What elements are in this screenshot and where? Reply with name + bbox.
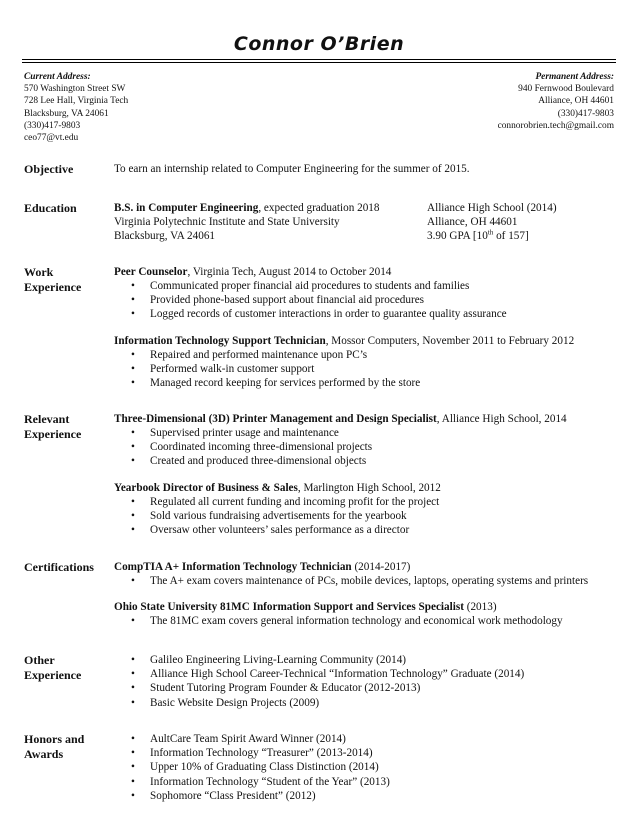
permanent-address-email[interactable]: connorobrien.tech@gmail.com <box>497 120 614 131</box>
list-item: • Basic Website Design Projects (2009) <box>114 696 614 710</box>
list-item: • Managed record keeping for services performed by the store <box>114 376 614 390</box>
permanent-address-line: 940 Fernwood Boulevard <box>518 84 614 95</box>
relevant-experience-content <box>114 412 614 537</box>
resume-name: Connor O’Brien <box>233 33 405 55</box>
certification-dates: (2014-2017) <box>351 561 411 573</box>
job-details: , Mossor Computers, November 2011 to February 2012 <box>325 334 575 347</box>
education-label: Education <box>24 201 77 215</box>
list-item: • Upper 10% of Graduating Class Distinction (2014) <box>114 760 614 774</box>
gpa-prefix: 3.90 GPA [10 <box>427 230 488 242</box>
honors-bullets <box>114 732 614 803</box>
certification-title: CompTIA A+ Information Technology Technician <box>114 561 352 573</box>
current-address-phone: (330)417-9803 <box>24 120 81 131</box>
job-details: , Virginia Tech, August 2014 to October 2014 <box>187 266 392 278</box>
permanent-address-heading: Permanent Address: <box>535 72 614 82</box>
certifications-label: Certifications <box>24 560 94 574</box>
job-heading <box>114 265 614 279</box>
objective-text: To earn an internship related to Computer Engineering for the summer of 2015. <box>114 163 470 175</box>
list-item: • Student Tutoring Program Founder & Educator (2012-2013) <box>114 681 614 695</box>
current-address-line: Blacksburg, VA 24061 <box>24 108 109 119</box>
list-item: • Coordinated incoming three-dimensional projects <box>114 440 614 454</box>
list-item: • Information Technology “Student of the Year” (2013) <box>114 775 614 789</box>
honors-awards-content <box>114 732 614 803</box>
current-address-email[interactable]: ceo77@vt.edu <box>24 133 79 144</box>
college-name: Virginia Polytechnic Institute and State University <box>114 216 340 228</box>
certification-bullets <box>114 574 614 588</box>
college-location: Blacksburg, VA 24061 <box>114 230 216 242</box>
current-address-line: 570 Washington Street SW <box>24 84 126 95</box>
list-item: • Created and produced three-dimensional objects <box>114 454 614 468</box>
certification-dates: (2013) <box>463 601 497 614</box>
honors-label-line1: Honors and <box>24 732 85 746</box>
job-bullets <box>114 279 614 322</box>
job-title: Yearbook Director of Business & Sales <box>114 481 298 494</box>
high-school-location: Alliance, OH 44601 <box>427 216 518 228</box>
header-rule-thick <box>22 59 616 60</box>
other-bullets <box>114 653 614 710</box>
gpa-superscript: th <box>487 228 494 237</box>
work-experience-content <box>114 265 614 390</box>
list-item: • Repaired and performed maintenance upon PC’s <box>114 348 614 362</box>
permanent-address-line: Alliance, OH 44601 <box>538 96 614 107</box>
relevant-label-line2: Experience <box>24 427 82 441</box>
education-content <box>114 201 614 243</box>
job-heading <box>114 334 614 348</box>
certifications-content <box>114 560 614 628</box>
header-rule-thin <box>22 62 616 63</box>
certification-title: Ohio State University 81MC Information Support and Services Specialist <box>114 601 464 614</box>
high-school-gpa <box>427 229 557 243</box>
job-bullets <box>114 426 614 469</box>
relevant-experience-label <box>24 412 109 442</box>
list-item: • Regulated all current funding and incoming profit for the project <box>114 495 614 509</box>
other-experience-content <box>114 653 614 710</box>
certification-heading <box>114 560 614 574</box>
list-item: • Logged records of customer interactions in order to guarantee quality assurance <box>114 307 614 321</box>
certification-bullets <box>114 614 614 628</box>
current-address-line: 728 Lee Hall, Virginia Tech <box>24 96 129 107</box>
gpa-suffix: of 157] <box>493 230 529 242</box>
job-title: Information Technology Support Technician <box>114 334 326 347</box>
list-item: • Oversaw other volunteers’ sales performance as a director <box>114 523 614 537</box>
list-item: • Sold various fundraising advertisements for the yearbook <box>114 509 614 523</box>
list-item: • Communicated proper financial aid procedures to students and families <box>114 279 614 293</box>
job-heading <box>114 481 614 495</box>
job-details: , Alliance High School, 2014 <box>436 413 567 425</box>
list-item: • The 81MC exam covers general information technology and economical work methodology <box>114 614 614 628</box>
high-school-name: Alliance High School (2014) <box>427 202 557 214</box>
honors-awards-label <box>24 732 109 762</box>
work-label-line2: Experience <box>24 280 82 294</box>
high-school-block <box>427 201 557 243</box>
job-details: , Marlington High School, 2012 <box>297 481 441 494</box>
list-item: • Alliance High School Career-Technical “Information Technology” Graduate (2014) <box>114 667 614 681</box>
list-item: • Information Technology “Treasurer” (2013-2014) <box>114 746 614 760</box>
other-label-line2: Experience <box>24 668 82 682</box>
job-title: Three-Dimensional (3D) Printer Management and Design Specialist <box>114 413 437 425</box>
objective-content <box>114 162 614 176</box>
list-item: • Performed walk-in customer support <box>114 362 614 376</box>
permanent-address <box>498 71 614 132</box>
job-bullets <box>114 348 614 391</box>
list-item: • AultCare Team Spirit Award Winner (2014) <box>114 732 614 746</box>
job-bullets <box>114 495 614 538</box>
degree-graduation: , expected graduation 2018 <box>258 202 380 214</box>
list-item: • Provided phone-based support about financial aid procedures <box>114 293 614 307</box>
certification-heading <box>114 600 614 614</box>
other-label-line1: Other <box>24 653 55 667</box>
relevant-label-line1: Relevant <box>24 412 70 426</box>
objective-label: Objective <box>24 162 74 176</box>
other-experience-label <box>24 653 109 683</box>
list-item: • Sophomore “Class President” (2012) <box>114 789 614 803</box>
job-heading <box>114 412 614 426</box>
list-item: • Supervised printer usage and maintenance <box>114 426 614 440</box>
current-address-heading: Current Address: <box>24 72 91 82</box>
list-item: • The A+ exam covers maintenance of PCs, mobile devices, laptops, operating systems and printers <box>114 574 614 588</box>
list-item: • Galileo Engineering Living-Learning Community (2014) <box>114 653 614 667</box>
degree-title: B.S. in Computer Engineering <box>114 202 259 214</box>
work-experience-label <box>24 265 109 295</box>
honors-label-line2: Awards <box>24 747 64 761</box>
current-address <box>24 71 128 144</box>
permanent-address-phone: (330)417-9803 <box>557 108 614 119</box>
work-label-line1: Work <box>24 265 54 279</box>
job-title: Peer Counselor <box>114 266 188 278</box>
